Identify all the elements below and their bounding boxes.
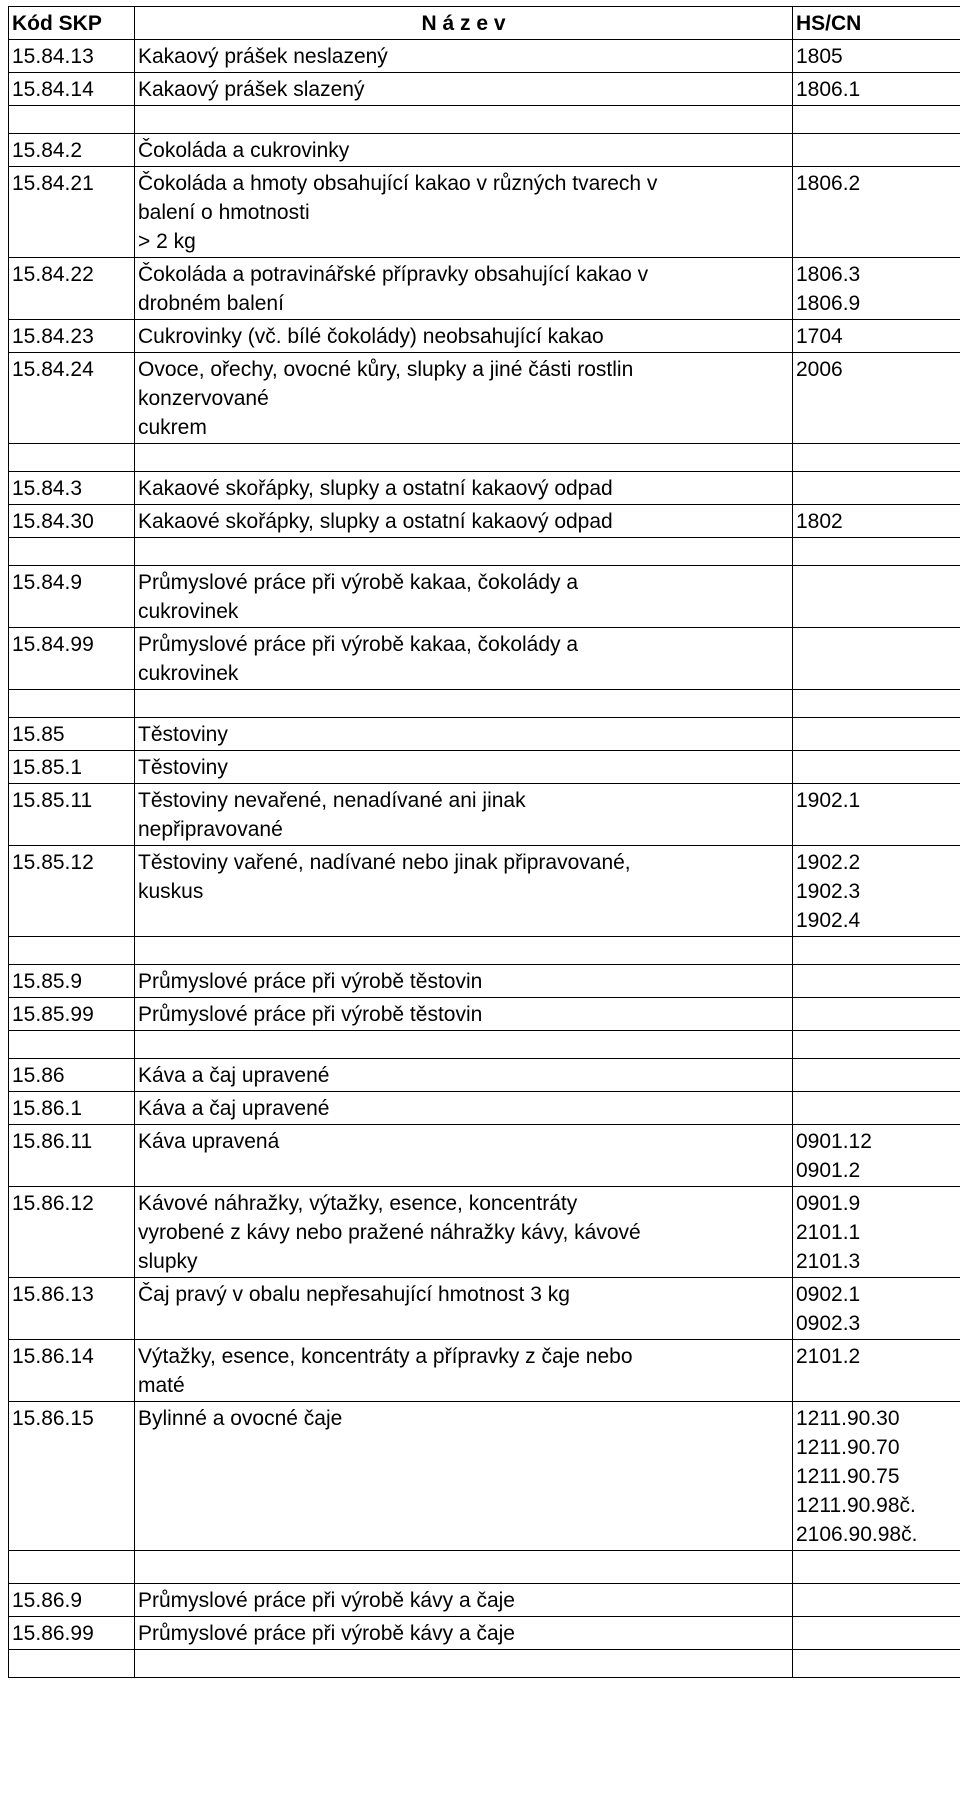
name-cell: Průmyslové práce při výrobě kávy a čaje (135, 1584, 793, 1617)
table-row (9, 1551, 960, 1584)
table-row (9, 1092, 960, 1125)
code-cell: 15.86.11 (9, 1125, 135, 1187)
hs-cn-cell (793, 751, 960, 784)
hs-cn-cell (793, 1092, 960, 1125)
code-cell: 15.86.1 (9, 1092, 135, 1125)
code-cell: 15.85.12 (9, 846, 135, 937)
name-cell (135, 444, 793, 472)
name-cell (135, 106, 793, 134)
name-cell: Výtažky, esence, koncentráty a přípravky z čaje nebo maté (135, 1340, 793, 1402)
code-cell (9, 538, 135, 566)
hs-cn-cell (793, 1031, 960, 1059)
name-cell: Kakaový prášek slazený (135, 73, 793, 106)
name-cell (135, 1031, 793, 1059)
table-row (9, 965, 960, 998)
code-cell: 15.86.13 (9, 1278, 135, 1340)
hs-cn-cell (793, 1617, 960, 1650)
hs-cn-cell: 1211.90.30 1211.90.70 1211.90.75 1211.90.98č. 2106.90.98č. (793, 1402, 960, 1551)
hs-cn-cell (793, 965, 960, 998)
hs-cn-cell (793, 134, 960, 167)
table-body (9, 40, 960, 1678)
table-row (9, 320, 960, 353)
code-cell: 15.85.9 (9, 965, 135, 998)
table-row (9, 846, 960, 937)
name-cell: Těstoviny vařené, nadívané nebo jinak připravované, kuskus (135, 846, 793, 937)
name-cell: Káva a čaj upravené (135, 1059, 793, 1092)
table-row (9, 134, 960, 167)
table-row (9, 258, 960, 320)
hs-cn-cell (793, 937, 960, 965)
name-cell: Průmyslové práce při výrobě těstovin (135, 965, 793, 998)
name-cell: Průmyslové práce při výrobě kakaa, čokolády a cukrovinek (135, 566, 793, 628)
header-hs-cn: HS/CN (793, 7, 960, 40)
table-row (9, 1402, 960, 1551)
code-cell: 15.84.9 (9, 566, 135, 628)
code-cell: 15.84.30 (9, 505, 135, 538)
hs-cn-cell (793, 106, 960, 134)
table-row (9, 718, 960, 751)
name-cell: Těstoviny nevařené, nenadívané ani jinak nepřipravované (135, 784, 793, 846)
table-row (9, 937, 960, 965)
hs-cn-cell (793, 718, 960, 751)
code-cell: 15.85.99 (9, 998, 135, 1031)
code-cell: 15.86.15 (9, 1402, 135, 1551)
table-row (9, 73, 960, 106)
name-cell: Průmyslové práce při výrobě kakaa, čokolády a cukrovinek (135, 628, 793, 690)
code-cell (9, 690, 135, 718)
hs-cn-cell: 1806.1 (793, 73, 960, 106)
name-cell (135, 1551, 793, 1584)
name-cell: Kakaové skořápky, slupky a ostatní kakaový odpad (135, 505, 793, 538)
table-row (9, 784, 960, 846)
table-row (9, 998, 960, 1031)
name-cell (135, 1650, 793, 1678)
table-row (9, 1617, 960, 1650)
code-cell: 15.84.3 (9, 472, 135, 505)
hs-cn-cell: 0901.9 2101.1 2101.3 (793, 1187, 960, 1278)
table-row (9, 566, 960, 628)
name-cell: Ovoce, ořechy, ovocné kůry, slupky a jiné části rostlin konzervované cukrem (135, 353, 793, 444)
table-row (9, 538, 960, 566)
code-cell (9, 1551, 135, 1584)
name-cell: Čaj pravý v obalu nepřesahující hmotnost 3 kg (135, 1278, 793, 1340)
hs-cn-cell (793, 690, 960, 718)
hs-cn-cell: 1902.2 1902.3 1902.4 (793, 846, 960, 937)
hs-cn-cell (793, 1059, 960, 1092)
hs-cn-cell (793, 1551, 960, 1584)
code-cell: 15.86.9 (9, 1584, 135, 1617)
code-cell: 15.84.2 (9, 134, 135, 167)
name-cell: Kávové náhražky, výtažky, esence, koncentráty vyrobené z kávy nebo pražené náhražky kávy, kávové slupky (135, 1187, 793, 1278)
code-cell: 15.85.1 (9, 751, 135, 784)
table-row (9, 472, 960, 505)
hs-cn-cell (793, 538, 960, 566)
name-cell: Průmyslové práce při výrobě těstovin (135, 998, 793, 1031)
hs-cn-cell (793, 998, 960, 1031)
name-cell (135, 937, 793, 965)
hs-cn-cell: 1802 (793, 505, 960, 538)
code-cell: 15.84.23 (9, 320, 135, 353)
code-cell (9, 444, 135, 472)
table-row (9, 1340, 960, 1402)
table-row (9, 1650, 960, 1678)
name-cell: Čokoláda a cukrovinky (135, 134, 793, 167)
hs-cn-cell: 2101.2 (793, 1340, 960, 1402)
code-cell: 15.84.99 (9, 628, 135, 690)
hs-cn-cell (793, 628, 960, 690)
table-row (9, 751, 960, 784)
table-row (9, 353, 960, 444)
code-cell: 15.85 (9, 718, 135, 751)
code-cell: 15.84.13 (9, 40, 135, 73)
code-cell: 15.86.14 (9, 1340, 135, 1402)
code-cell: 15.84.24 (9, 353, 135, 444)
table-row (9, 106, 960, 134)
code-cell: 15.85.11 (9, 784, 135, 846)
table-row (9, 1584, 960, 1617)
name-cell (135, 538, 793, 566)
hs-cn-cell (793, 566, 960, 628)
table-row (9, 40, 960, 73)
name-cell: Káva upravená (135, 1125, 793, 1187)
code-cell (9, 1031, 135, 1059)
hs-cn-cell (793, 444, 960, 472)
hs-cn-cell: 1806.2 (793, 167, 960, 258)
code-cell: 15.86.12 (9, 1187, 135, 1278)
code-cell (9, 937, 135, 965)
header-row (9, 7, 960, 40)
header-code: Kód SKP (9, 7, 135, 40)
name-cell: Průmyslové práce při výrobě kávy a čaje (135, 1617, 793, 1650)
table-row (9, 1187, 960, 1278)
table-row (9, 1031, 960, 1059)
table-row (9, 628, 960, 690)
hs-cn-cell: 0901.12 0901.2 (793, 1125, 960, 1187)
skp-code-table (8, 6, 960, 1678)
name-cell: Čokoláda a potravinářské přípravky obsahující kakao v drobném balení (135, 258, 793, 320)
name-cell: Čokoláda a hmoty obsahující kakao v různých tvarech v balení o hmotnosti > 2 kg (135, 167, 793, 258)
hs-cn-cell (793, 1584, 960, 1617)
table-row (9, 167, 960, 258)
name-cell: Kakaové skořápky, slupky a ostatní kakaový odpad (135, 472, 793, 505)
hs-cn-cell: 0902.1 0902.3 (793, 1278, 960, 1340)
code-cell: 15.84.22 (9, 258, 135, 320)
table-row (9, 1059, 960, 1092)
hs-cn-cell (793, 472, 960, 505)
hs-cn-cell: 2006 (793, 353, 960, 444)
name-cell: Cukrovinky (vč. bílé čokolády) neobsahující kakao (135, 320, 793, 353)
name-cell: Těstoviny (135, 718, 793, 751)
table-row (9, 444, 960, 472)
table-row (9, 690, 960, 718)
table-row (9, 1125, 960, 1187)
code-cell (9, 1650, 135, 1678)
name-cell: Bylinné a ovocné čaje (135, 1402, 793, 1551)
code-cell (9, 106, 135, 134)
name-cell: Káva a čaj upravené (135, 1092, 793, 1125)
code-cell: 15.86 (9, 1059, 135, 1092)
name-cell: Těstoviny (135, 751, 793, 784)
code-cell: 15.84.14 (9, 73, 135, 106)
table-row (9, 505, 960, 538)
hs-cn-cell: 1704 (793, 320, 960, 353)
table-row (9, 1278, 960, 1340)
code-cell: 15.86.99 (9, 1617, 135, 1650)
hs-cn-cell: 1806.3 1806.9 (793, 258, 960, 320)
hs-cn-cell (793, 1650, 960, 1678)
header-name: N á z e v (135, 7, 793, 40)
code-cell: 15.84.21 (9, 167, 135, 258)
name-cell: Kakaový prášek neslazený (135, 40, 793, 73)
hs-cn-cell: 1902.1 (793, 784, 960, 846)
hs-cn-cell: 1805 (793, 40, 960, 73)
name-cell (135, 690, 793, 718)
